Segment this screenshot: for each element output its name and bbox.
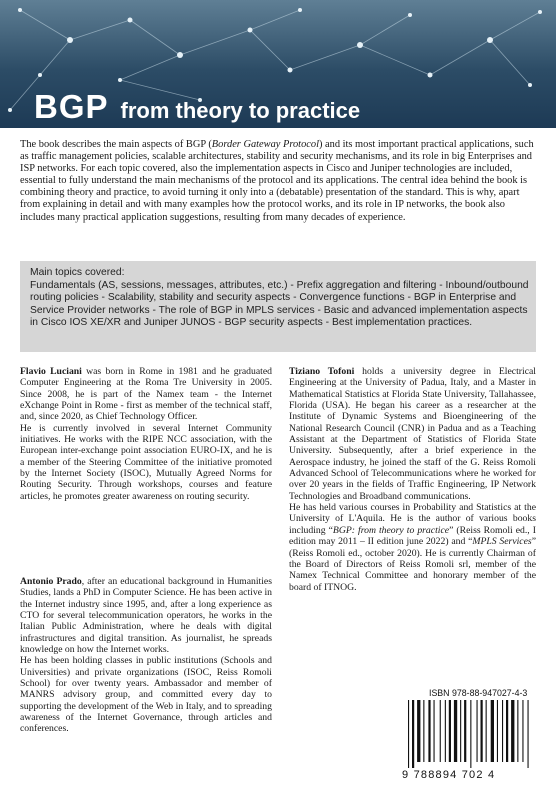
barcode-bar [417, 700, 420, 762]
barcode-bar [502, 700, 503, 762]
barcode-bar [464, 700, 466, 762]
barcode-bar [506, 700, 508, 762]
barcode-bar [511, 700, 514, 762]
barcode-bar [412, 700, 414, 768]
barcode-bar [408, 700, 409, 768]
barcode-bar [428, 700, 430, 762]
barcode-bar [454, 700, 457, 762]
barcode-bar [497, 700, 498, 762]
book-title-ref: BGP: from theory to practice [332, 524, 450, 536]
barcode-bar [517, 700, 518, 762]
barcode-bar [477, 700, 478, 762]
bio-text: ” (Reiss Romoli ed., october 2020). He is currently Chairman of the Board of Directors of Reiss Romoli srl, member of the Namex Technical Committee and honorary member of the board of ITNOG. [289, 536, 536, 593]
bio-text: He has held various courses in Probability and Statistics at the University of L'Aquila. He is the author of various books including “ [289, 502, 536, 536]
author-name: Tiziano Tofoni [289, 366, 355, 377]
description-text-cont: ) and its most important practical applications, such as traffic management policies, scalable architectures, stability and security mechanisms, and its role in big Enterprises and ISP networks. For each topic covered, also the implementation aspects in Cisco and Juniper technologies are included, essential to fully understand the main mechanisms of the protocol and its applications. The central idea behind the book is combining theory and practice, to avoid turning it only into a (debatable) presentation of the standard. This is why, apart from explaining in detail and with many examples how the protocol works, and its role in IP networks, the book also includes many practical application suggestions, resulting from many decades of experience. [20, 139, 534, 223]
bio-text: holds a university degree in Electrical Engineering at the University of Padua, Italy, and a Master in Mathematical Statistics at Florida State University, Tallahassee, Florida (USA). He began his career as a researcher at the Institute of Dynamic Systems and Bioengineering of the National Research Council (CNR) in Padua and as a Teaching Assistant at the Department of Statistics of Florida State University. Subsequently, after a brief experience in the Aerospace industry, he joined the staff of the G. Reiss Romoli Advanced School of Telecommunications where he worked for over 20 years in the fields of Traffic Engineering, IP Network Technologies and Broadband communications. [289, 366, 537, 502]
author-bio-luciani [20, 366, 272, 502]
barcode-bar [470, 700, 471, 768]
isbn-label: ISBN 978-88-947027-4-3 [429, 688, 528, 698]
topics-list: Fundamentals (AS, sessions, messages, attributes, etc.) - Prefix aggregation and filtering - Inbound/outbound routing policies - Scalability, stability and security aspects - Convergence functions - BGP in Enterprise and Service Provider networks - The role of BGP in MPLS services - Basic and advanced implementation aspects in Cisco IOS XE/XR and Juniper JUNOS - BGP security aspects - Best implementation practices. [30, 279, 529, 329]
author-bio-prado [20, 576, 272, 735]
barcode-bar [445, 700, 446, 762]
barcode-bar [491, 700, 494, 762]
bio-text: ” (Reiss Romoli ed., I edition may 2011 – II edition june 2022) and “ [289, 524, 536, 548]
title-subtitle: from theory to practice [120, 98, 361, 123]
main-topics-box [20, 261, 536, 352]
barcode-bar [434, 700, 435, 762]
barcode-digits: 9 788894 702 4 [402, 769, 496, 781]
barcode-bar [423, 700, 424, 762]
barcode-bar [522, 700, 523, 762]
barcode-bar [460, 700, 461, 762]
bio-text: was born in Rome in 1981 and he graduated Computer Engineering at the Roma Tre University in 2005. Since 2008, he is part of the Namex team - the Internet eXchange Point in Rome - first as member of the technical staff, and, since 2020, as Chief Technology Officer. [20, 366, 272, 423]
book-title-ref: MPLS Services [472, 536, 532, 548]
barcode-bar [440, 700, 441, 762]
author-bio-tofoni [289, 366, 536, 593]
bio-text: He is currently involved in several Internet Community initiatives. He works with the RIPE NCC association, with the European inter-exchange point association EURO-IX, and he is a member of the Steering Committee of the initiative promoted by the Internet Society (ISOC), Mutually Agreed Norms for Routing Security. Through workshops, courses and feature articles, he promotes greater awareness on routing security. [20, 422, 272, 502]
barcode-bar [528, 700, 529, 768]
author-name: Flavio Luciani [20, 366, 82, 377]
bio-text: He has been holding classes in public institutions (Schools and Universities) and private organizations (ISOC, Reiss Romoli School) for over twenty years. Ambassador and member of MANRS advisory group, and committed every day to supporting the development of the Web in Italy, and to spreading awareness of the Internet Governance, through articles and conferences. [20, 655, 272, 735]
cover-hero-banner [0, 0, 556, 128]
description-text: The book describes the main aspects of BGP ( [20, 139, 212, 150]
bio-text: , after an educational background in Humanities Studies, lands a PhD in Computer Science. He has been active in the Internet industry since 1995, and, after a long experience as CTO for several telecommunication operators, he works in the Italian Public Administration, where he deals with digital infrastructures and digital transition. As journalist, he spreads knowledge on how the Internet works. [20, 576, 272, 656]
barcode-bar [486, 700, 487, 762]
book-title [34, 88, 360, 126]
barcode-bar [481, 700, 483, 762]
title-main: BGP [34, 88, 109, 125]
description-italic: Border Gateway Protocol [211, 139, 319, 150]
barcode [404, 700, 544, 768]
book-description [20, 139, 536, 224]
topics-heading: Main topics covered: [30, 267, 125, 278]
author-name: Antonio Prado [20, 576, 82, 587]
barcode-bar [449, 700, 451, 762]
